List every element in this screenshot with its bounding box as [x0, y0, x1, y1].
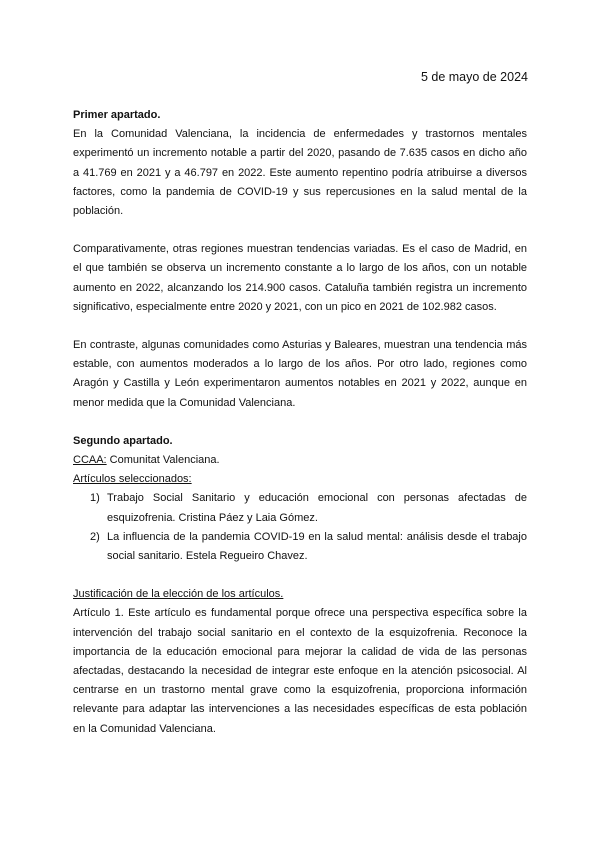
list-item-number: 2)	[90, 530, 100, 543]
list-item	[73, 489, 527, 527]
section1-paragraph-2: Comparativamente, otras regiones muestran tendencias variadas. Es el caso de Madrid, en el que también se observa un incremento constante a lo largo de los años, con un notable aumento en 2022, alcanzando los 214.900 casos. Cataluña también registra un incremento significativo, especialmente entre 2020 y 2021, con un pico en 2021 de 102.982 casos.	[73, 243, 527, 313]
list-item-text: La influencia de la pandemia COVID-19 en la salud mental: análisis desde el trabajo social sanitario. Estela Regueiro Chavez.	[107, 530, 527, 563]
paragraph-spacer	[73, 566, 527, 585]
ccaa-value: Comunitat Valenciana.	[106, 454, 220, 467]
list-item-text: Trabajo Social Sanitario y educación emocional con personas afectadas de esquizofrenia. Cristina Páez y Laia Gómez.	[107, 492, 527, 524]
articles-list	[73, 489, 527, 566]
section2-heading: Segundo apartado.	[73, 434, 173, 447]
ccaa-label: CCAA:	[73, 454, 107, 467]
justification-text: Artículo 1. Este artículo es fundamental porque ofrece una perspectiva específica sobre la intervención del trabajo social sanitario en el contexto de la esquizofrenia. Reconoce la importancia de la educación emocional para mejorar la calidad de vida de las personas afectadas, destacando la necesidad de integrar este enfoque en la atención psicosocial. Al centrarse en un trastorno mental grave como la esquizofrenia, proporciona información relevante para adaptar las intervenciones a las necesidades específicas de esta población en la Comunidad Valenciana.	[73, 607, 527, 735]
articles-label: Artículos seleccionados:	[73, 473, 192, 486]
paragraph-spacer	[73, 317, 527, 336]
document-date: 5 de mayo de 2024	[420, 70, 528, 84]
section-spacer	[73, 413, 527, 432]
section1-paragraph-3: En contraste, algunas comunidades como Asturias y Baleares, muestran una tendencia más estable, con aumentos moderados a lo largo de los años. Por otro lado, regiones como Aragón y Castilla y León experimentaron aumentos notables en 2021 y 2022, aunque en menor medida que la Comunidad Valenciana.	[73, 339, 527, 409]
paragraph-spacer	[73, 221, 527, 240]
document-body	[73, 106, 527, 739]
ccaa-line	[73, 451, 527, 470]
list-item	[73, 528, 527, 566]
justification-label: Justificación de la elección de los artículos.	[73, 588, 284, 601]
list-item-number: 1)	[90, 492, 100, 505]
section1-paragraph-1: En la Comunidad Valenciana, la incidencia de enfermedades y trastornos mentales experimentó un incremento notable a partir del 2020, pasando de 7.635 casos en dicho año a 41.769 en 2021 y a 46.797 en 2022. Este aumento repentino podría atribuirse a diversos factores, como la pandemia de COVID-19 y sus repercusiones en la salud mental de la población.	[73, 128, 527, 218]
section1-heading: Primer apartado.	[73, 109, 161, 121]
